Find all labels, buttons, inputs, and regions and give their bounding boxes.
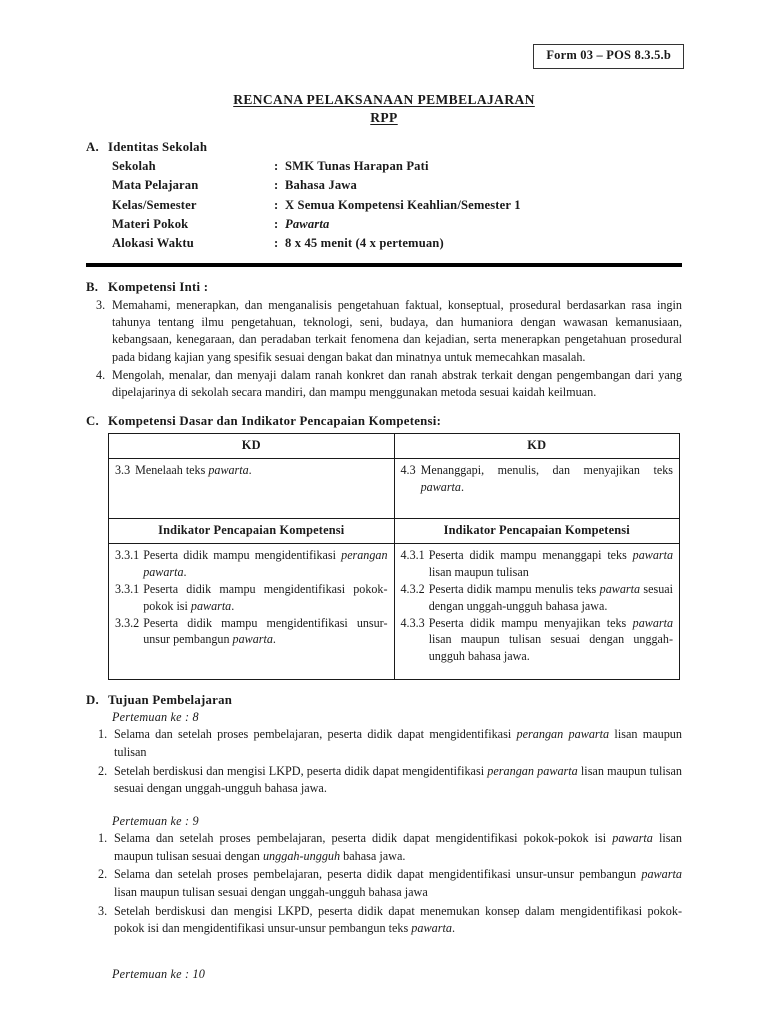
spacer xyxy=(86,799,682,812)
section-identitas-sekolah xyxy=(86,140,682,266)
column-header-kd-right: KD xyxy=(394,434,680,459)
text-post: lisan maupun tulisan sesuai dengan xyxy=(114,830,682,863)
kd-text-italic: pawarta xyxy=(420,479,461,494)
list-item xyxy=(86,297,682,366)
indikator-item xyxy=(115,615,388,648)
indikator-text-pre: Peserta didik mampu menanggapi teks xyxy=(428,548,633,563)
list-item xyxy=(86,903,682,938)
indikator-text-italic: pawarta xyxy=(232,632,273,647)
indikator-item xyxy=(115,547,388,580)
section-tujuan-pembelajaran xyxy=(86,693,682,982)
column-header-indikator-right: Indikator Pencapaian Kompetensi xyxy=(394,519,680,544)
list-item-text xyxy=(114,903,682,938)
text-italic: pawarta xyxy=(411,921,452,936)
cell-kd-right xyxy=(394,459,680,519)
kd-text xyxy=(135,462,387,478)
kompetensi-inti-list xyxy=(86,297,682,402)
indikator-code: 4.3.1 xyxy=(400,548,425,563)
kd-text-italic: pawarta xyxy=(208,463,249,478)
section-kompetensi-inti xyxy=(86,280,682,402)
indikator-text-pre: Peserta didik mampu mengidentifikasi pokok-pokok isi xyxy=(143,582,388,613)
cell-kd-left xyxy=(109,459,395,519)
identity-colon: : xyxy=(274,159,279,174)
list-item-number: 2. xyxy=(98,763,108,778)
spacer xyxy=(86,939,682,965)
indikator-text-post: lisan maupun tulisan sesuai dengan unggah-ungguh bahasa jawa. xyxy=(428,632,673,663)
list-item-number: 2. xyxy=(98,867,108,882)
text-italic: perangan pawarta xyxy=(516,727,610,742)
indikator-text-pre: Peserta didik mampu menulis teks xyxy=(428,582,600,597)
form-code-box: Form 03 – POS 8.3.5.b xyxy=(533,44,684,69)
identity-value: X Semua Kompetensi Keahlian/Semester 1 xyxy=(285,197,521,212)
section-kompetensi-dasar xyxy=(86,414,682,680)
kd-text-plain: Menelaah teks xyxy=(135,463,209,478)
list-item-number: 1. xyxy=(98,727,108,742)
cell-indikator-left xyxy=(109,544,395,680)
identity-row xyxy=(112,196,682,215)
indikator-text-post: . xyxy=(231,598,235,613)
identity-row xyxy=(112,157,682,176)
indikator-text-italic: pawarta xyxy=(632,548,673,563)
indikator-text-post: sesuai dengan unggah-ungguh bahasa jawa. xyxy=(428,582,673,613)
table-row-indikator xyxy=(109,544,680,680)
text-pre: Selama dan setelah proses pembelajaran, peserta didik dapat mengidentifikasi pokok-pokok isi xyxy=(114,830,613,845)
table-row-kd xyxy=(109,459,680,519)
list-item-text xyxy=(114,830,682,865)
indikator-text xyxy=(429,581,673,614)
section-b-title: Kompetensi Inti : xyxy=(108,279,209,294)
tujuan-list-9 xyxy=(86,830,682,938)
identity-table xyxy=(112,157,682,253)
tujuan-list-8 xyxy=(86,726,682,798)
page-title xyxy=(86,91,682,127)
text-post: . xyxy=(451,921,455,936)
indikator-code: 3.3.1 xyxy=(115,548,140,563)
indikator-item xyxy=(401,581,674,614)
pertemuan-label-10: Pertemuan ke : 10 xyxy=(112,967,206,982)
identity-value: Bahasa Jawa xyxy=(285,178,357,193)
indikator-text-italic: perangan pawarta xyxy=(143,548,388,579)
kd-code: 3.3 xyxy=(115,463,131,478)
list-item xyxy=(86,830,682,865)
indikator-text-pre: Peserta didik mampu mengidentifikasi unsur-unsur pembangun xyxy=(143,615,388,647)
identity-row xyxy=(112,215,682,234)
indikator-text-italic: pawarta xyxy=(599,582,640,597)
pertemuan-label-8: Pertemuan ke : 8 xyxy=(112,710,199,725)
indikator-text-italic: pawarta xyxy=(190,598,232,613)
form-box-row xyxy=(86,44,684,69)
indikator-text xyxy=(143,581,387,614)
indikator-text-italic: pawarta xyxy=(632,615,673,630)
section-c-letter: C. xyxy=(86,414,99,429)
indikator-text-post: . xyxy=(183,564,187,579)
identity-label: Materi Pokok xyxy=(112,216,189,231)
text-pre: Selama dan setelah proses pembelajaran, peserta didik dapat mengidentifikasi xyxy=(114,727,517,742)
list-item-number: 3. xyxy=(98,903,108,918)
identity-colon: : xyxy=(274,236,279,251)
identity-label: Kelas/Semester xyxy=(112,197,197,212)
title-line-1: RENCANA PELAKSANAAN PEMBELAJARAN xyxy=(233,91,535,107)
text-italic-2: unggah-ungguh xyxy=(262,848,341,863)
kd-text-tail: . xyxy=(460,479,464,494)
section-c-heading xyxy=(86,414,682,429)
table-header-row xyxy=(109,434,680,459)
text-post: lisan maupun tulisan sesuai dengan unggah-ungguh bahasa jawa. xyxy=(114,763,682,796)
indikator-code: 4.3.2 xyxy=(400,582,425,597)
kd-code: 4.3 xyxy=(400,463,416,478)
identity-row xyxy=(112,176,682,195)
text-pre: Setelah berdiskusi dan mengisi LKPD, peserta didik dapat menemukan konsep dalam mengidentifikasi pokok-pokok isi dan mengidentifikasi unsur-unsur pembangun teks xyxy=(114,903,682,936)
column-header-kd-left: KD xyxy=(109,434,395,459)
indikator-text xyxy=(429,547,673,580)
identity-row xyxy=(112,234,682,253)
indikator-text-pre: Peserta didik mampu menyajikan teks xyxy=(428,615,633,630)
list-item xyxy=(86,866,682,901)
identity-value: SMK Tunas Harapan Pati xyxy=(285,159,429,174)
section-d-heading xyxy=(86,693,682,708)
section-c-title: Kompetensi Dasar dan Indikator Pencapaian Kompetensi: xyxy=(108,414,442,429)
indikator-code: 4.3.3 xyxy=(400,615,425,630)
text-italic: pawarta xyxy=(612,830,653,845)
list-item xyxy=(86,763,682,798)
kd-text-tail: . xyxy=(248,463,252,478)
indikator-text-post: . xyxy=(272,632,276,647)
list-item-text xyxy=(114,866,682,901)
indikator-code: 3.3.2 xyxy=(115,615,140,630)
kd-text-plain: Menanggapi, menulis, dan menyajikan teks xyxy=(420,463,673,478)
indikator-code: 3.3.1 xyxy=(115,582,140,597)
section-b-letter: B. xyxy=(86,279,99,294)
text-pre: Setelah berdiskusi dan mengisi LKPD, peserta didik dapat mengidentifikasi xyxy=(114,763,488,778)
list-item xyxy=(86,367,682,402)
text-italic: pawarta xyxy=(641,867,682,882)
indikator-item xyxy=(401,547,674,580)
identity-label: Alokasi Waktu xyxy=(112,236,194,251)
identity-label: Mata Pelajaran xyxy=(112,178,199,193)
identity-colon: : xyxy=(274,197,279,212)
indikator-item xyxy=(115,581,388,614)
list-item-number: 4. xyxy=(96,367,106,382)
indikator-text-post: lisan maupun tulisan xyxy=(428,564,529,579)
column-header-indikator-left: Indikator Pencapaian Kompetensi xyxy=(109,519,395,544)
kd-indikator-table xyxy=(108,433,680,680)
identity-value: 8 x 45 menit (4 x pertemuan) xyxy=(285,236,444,251)
table-header-row-indikator xyxy=(109,519,680,544)
pertemuan-label-9: Pertemuan ke : 9 xyxy=(112,813,199,828)
section-d-title: Tujuan Pembelajaran xyxy=(108,693,233,708)
text-post-2: bahasa jawa. xyxy=(340,848,406,863)
identity-colon: : xyxy=(274,178,279,193)
text-italic: perangan pawarta xyxy=(487,763,578,778)
list-item-text: Mengolah, menalar, dan menyaji dalam ranah konkret dan ranah abstrak terkait dengan pengembangan dari yang dipelajarinya di sekolah secara mandiri, dan mampu menggunakan metoda sesuai kaidah keilmuan. xyxy=(112,367,682,400)
text-pre: Selama dan setelah proses pembelajaran, peserta didik dapat mengidentifikasi unsur-unsur pembangun xyxy=(114,867,642,882)
identity-colon: : xyxy=(274,216,279,231)
section-b-heading xyxy=(86,280,682,295)
identity-value: Pawarta xyxy=(285,216,330,231)
list-item xyxy=(86,726,682,761)
list-item-text xyxy=(114,763,682,798)
identity-label: Sekolah xyxy=(112,159,156,174)
list-item-text xyxy=(114,726,682,761)
text-post: lisan maupun tulisan sesuai dengan unggah-ungguh bahasa jawa xyxy=(114,885,428,900)
indikator-text xyxy=(143,547,387,580)
section-a-title: Identitas Sekolah xyxy=(108,140,208,155)
list-item-text: Memahami, menerapkan, dan menganalisis pengetahuan faktual, konseptual, prosedural berdasarkan rasa ingin tahunya tentang ilmu pengetahuan, teknologi, seni, budaya, dan humaniora dengan wawasan kemanusiaan, kebangsaan, kenegaraan, dan peradaban terkait fenomena dan kejadian, serta menerapkan pengetahuan prosedural pada bidang kajian yang spesifik sesuai dengan bakat dan minatnya untuk memecahkan masalah. xyxy=(112,297,682,364)
indikator-text-pre: Peserta didik mampu mengidentifikasi xyxy=(143,548,342,563)
indikator-text xyxy=(143,615,387,648)
section-divider-rule xyxy=(86,263,682,267)
title-line-2: RPP xyxy=(370,109,398,125)
cell-indikator-right xyxy=(394,544,680,680)
indikator-item xyxy=(401,615,674,664)
list-item-number: 1. xyxy=(98,830,108,845)
section-d-letter: D. xyxy=(86,693,99,708)
indikator-text xyxy=(429,615,673,664)
list-item-number: 3. xyxy=(96,297,106,312)
kd-text xyxy=(421,462,673,495)
section-a-heading xyxy=(86,140,682,155)
section-a-letter: A. xyxy=(86,140,99,155)
text-post: lisan maupun tulisan xyxy=(114,727,682,759)
